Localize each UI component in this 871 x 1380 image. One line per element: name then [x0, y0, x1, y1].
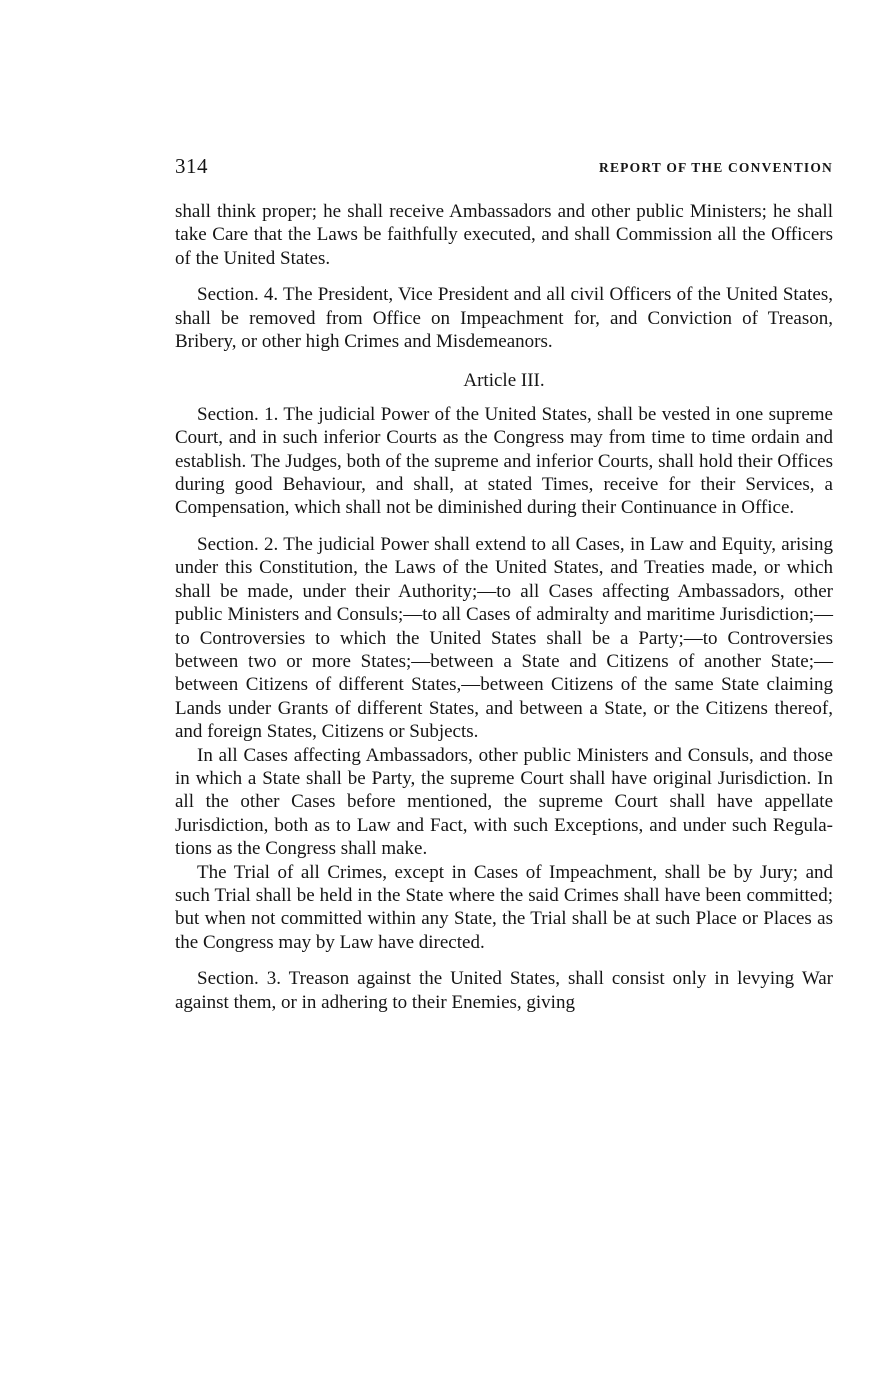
paragraph-trial-by-jury: The Trial of all Crimes, except in Cases of Impeachment, shall be by Jury; and such Trial shall be held in the State where the said Crimes shall have been committed; but when not committed within any State, the Trial shall be at such Place or Places as the Congress may by Law have directed.	[175, 861, 833, 953]
document-page	[175, 150, 833, 1014]
page-number: 314	[175, 154, 208, 178]
paragraph-article-3-section-2: Section. 2. The judicial Power shall extend to all Cases, in Law and Equity, arising under this Constitution, the Laws of the United States, and Treaties made, or which shall be made, under their Authority;—to all Cases affecting Ambassadors, other public Ministers and Consuls;—to all Cases of admiralty and maritime Jurisdiction;— to Controversies to which the United States shall be a Party;—to Controversies between two or more States;—between a State and Citizens of another State;—between Citizens of different States,—between Citizens of the same State claiming Lands under Grants of different States, and between a State, or the Citizens thereof, and foreign States, Citizens or Subjects.	[175, 533, 833, 743]
body-text	[175, 200, 833, 1014]
paragraph-article-2-section-4: Section. 4. The President, Vice President and all civil Officers of the United States, shall be removed from Office on Impeachment for, and Conviction of Treason, Bribery, or other high Crimes and Misdemeanors.	[175, 284, 833, 353]
paragraph-continuation: shall think proper; he shall receive Ambassadors and other public Ministers; he shall take Care that the Laws be faithfully executed, and shall Commission all the Officers of the United States.	[175, 201, 833, 269]
paragraph-original-jurisdiction: In all Cases affecting Ambassadors, other public Ministers and Consuls, and those in which a State shall be Party, the supreme Court shall have original Jurisdiction. In all the other Cases before mentioned, the supreme Court shall have appellate Jurisdiction, both as to Law and Fact, with such Exceptions, and under such Regulations as the Congress shall make.	[175, 744, 833, 860]
running-header	[175, 150, 833, 180]
paragraph-article-3-section-1: Section. 1. The judicial Power of the United States, shall be vested in one supreme Court, and in such inferior Courts as the Congress may from time to time ordain and establish. The Judges, both of the supreme and inferior Courts, shall hold their Offices during good Behaviour, and shall, at stated Times, receive for their Services, a Compensation, which shall not be diminished during their Continuance in Office.	[175, 403, 833, 519]
running-title: REPORT OF THE CONVENTION	[599, 160, 833, 175]
article-heading: Article III.	[463, 370, 545, 392]
paragraph-article-3-section-3: Section. 3. Treason against the United States, shall consist only in levying War against them, or in adhering to their Enemies, giving	[175, 968, 833, 1013]
